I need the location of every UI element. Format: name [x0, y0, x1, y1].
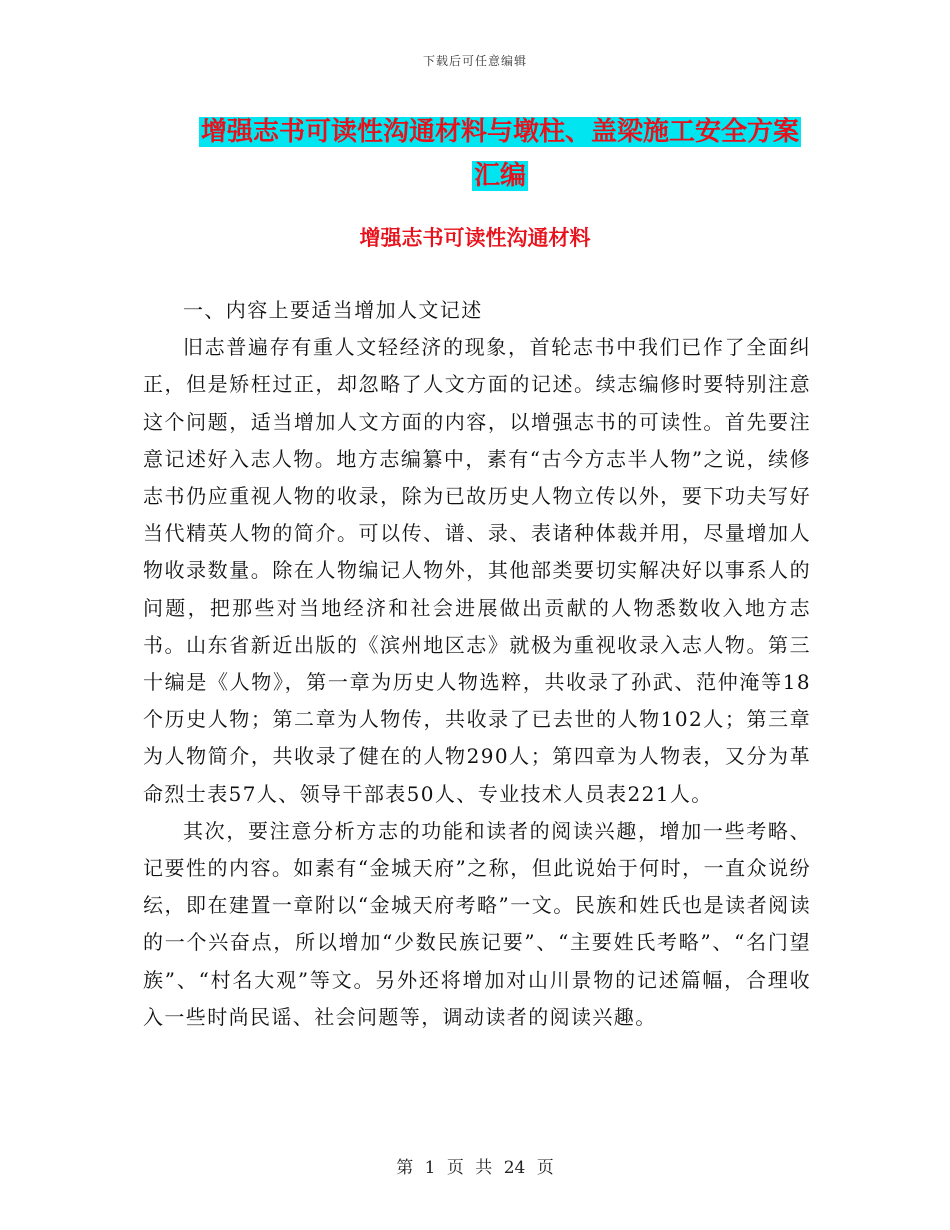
- section-title: 增强志书可读性沟通材料: [359, 226, 591, 250]
- page-footer: 第 1 页 共 24 页: [396, 1158, 554, 1178]
- main-title-line-1: 增强志书可读性沟通材料与墩柱、盖梁施工安全方案: [200, 117, 799, 147]
- sub-heading: 一、内容上要适当增加人文记述: [183, 298, 483, 322]
- main-title-line-2: 汇编: [473, 161, 526, 191]
- body-text: [143, 292, 811, 1036]
- main-title: [140, 110, 860, 198]
- header-note: 下载后可任意编辑: [422, 54, 527, 68]
- paragraph-2: 其次，要注意分析方志的功能和读者的阅读兴趣，增加一些考略、记要性的内容。如素有“金城天府”之称，但此说始于何时，一直众说纷纭，即在建置一章附以“金城天府考略”一文。民族和姓氏也是读者阅读的一个兴奋点，所以增加“少数民族记要”、“主要姓氏考略”、“名门望族”、“村名大观”等文。另外还将增加对山川景物的记述篇幅，合理收入一些时尚民谣、社会问题等，调动读者的阅读兴趣。: [143, 818, 811, 1029]
- paragraph-1: 旧志普遍存有重人文轻经济的现象，首轮志书中我们已作了全面纠正，但是矫枉过正，却忽略了人文方面的记述。续志编修时要特别注意这个问题，适当增加人文方面的内容，以增强志书的可读性。首先要注意记述好入志人物。地方志编纂中，素有“古今方志半人物”之说，续修志书仍应重视人物的收录，除为已故历史人物立传以外，要下功夫写好当代精英人物的简介。可以传、谱、录、表诸种体裁并用，尽量增加人物收录数量。除在人物编记人物外，其他部类要切实解决好以事系人的问题，把那些对当地经济和社会进展做出贡献的人物悉数收入地方志书。山东省新近出版的《滨州地区志》就极为重视收录入志人物。第三十编是《人物》，第一章为历史人物选粹，共收录了孙武、范仲淹等18个历史人物；第二章为人物传，共收录了已去世的人物102人；第三章为人物简介，共收录了健在的人物290人；第四章为人物表，又分为革命烈士表57人、领导干部表50人、专业技术人员表221人。: [143, 335, 811, 806]
